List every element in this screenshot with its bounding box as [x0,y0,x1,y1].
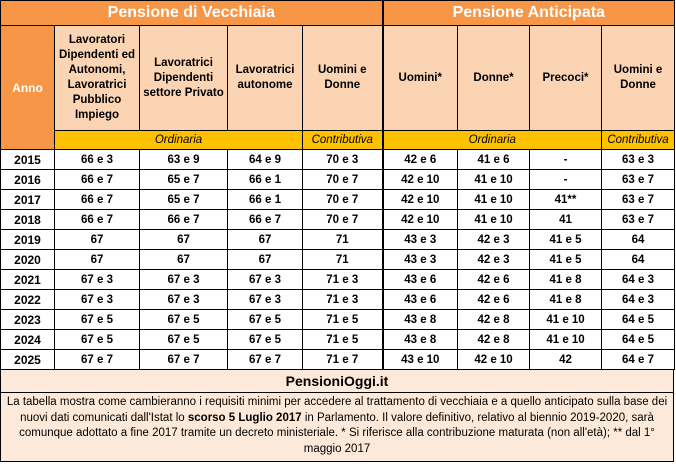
subheader-vecchiaia-ordinaria: Ordinaria [55,131,303,150]
year-cell: 2018 [1,210,55,230]
table-footer [0,370,674,462]
value-cell: 42 e 8 [458,310,530,330]
value-cell: 64 e 3 [602,270,675,290]
value-cell: 63 e 7 [602,190,675,210]
value-cell: 66 e 7 [228,210,303,230]
subheader-anticipata-ordinaria: Ordinaria [383,131,602,150]
year-cell: 2015 [1,150,55,170]
value-cell: 71 e 5 [303,330,383,350]
value-cell: 64 [602,250,675,270]
col-header-4: Uomini e Donne [303,26,383,131]
value-cell: 66 e 1 [228,170,303,190]
value-cell: 64 e 3 [602,290,675,310]
value-cell: 41 [530,210,602,230]
value-cell: 67 e 3 [228,290,303,310]
value-cell: 67 e 5 [140,330,228,350]
value-cell: 66 e 1 [228,190,303,210]
value-cell: 64 e 7 [602,350,675,370]
value-cell: 41 e 6 [458,150,530,170]
value-cell: 67 e 7 [55,350,140,370]
value-cell: 70 e 7 [303,210,383,230]
table-row [1,210,675,230]
value-cell: 66 e 7 [140,210,228,230]
value-cell: 42 e 6 [458,270,530,290]
value-cell: 67 [140,230,228,250]
section-vecchiaia: Pensione di Vecchiaia [1,1,383,26]
table-row [1,330,675,350]
value-cell: 70 e 3 [303,150,383,170]
table-row [1,350,675,370]
value-cell: 64 e 5 [602,330,675,350]
col-header-1: Lavoratori Dipendenti ed Autonomi, Lavoratrici Pubblico Impiego [55,26,140,131]
col-header-6: Donne* [458,26,530,131]
value-cell: 43 e 6 [383,270,458,290]
value-cell: 67 e 3 [55,290,140,310]
table-row [1,310,675,330]
value-cell: 41 e 5 [530,230,602,250]
note-text-2: in Parlamento. Il valore definitivo, relativo al biennio 2019-2020, sarà comunque adottato a fine 2017 tramite un decreto ministeriale. * Si riferisce alla contribuzione maturata (non all'età); ** dal 1° maggio 2017 [19,411,655,455]
value-cell: - [530,170,602,190]
value-cell: 63 e 9 [140,150,228,170]
year-cell: 2020 [1,250,55,270]
value-cell: 67 e 5 [140,310,228,330]
year-cell: 2019 [1,230,55,250]
value-cell: 71 [303,230,383,250]
table-row [1,250,675,270]
value-cell: 41 e 10 [458,210,530,230]
value-cell: 66 e 7 [55,190,140,210]
table-row [1,230,675,250]
subheader-vecchiaia-contributiva: Contributiva [303,131,383,150]
value-cell: 67 [228,250,303,270]
value-cell: 63 e 7 [602,170,675,190]
value-cell: 42 e 10 [458,350,530,370]
value-cell: 42 e 3 [458,250,530,270]
value-cell: 42 e 10 [383,190,458,210]
col-header-7: Precoci* [530,26,602,131]
value-cell: 67 e 5 [55,330,140,350]
value-cell: 66 e 7 [55,210,140,230]
subheader-anticipata-contributiva: Contributiva [602,131,675,150]
anno-header: Anno [1,26,55,150]
value-cell: 65 e 7 [140,190,228,210]
table-row [1,170,675,190]
value-cell: 41 e 8 [530,270,602,290]
value-cell: 41** [530,190,602,210]
footer-note [1,393,673,461]
col-header-2: Lavoratrici Dipendenti settore Privato [140,26,228,131]
col-header-5: Uomini* [383,26,458,131]
value-cell: 64 e 5 [602,310,675,330]
table-row [1,190,675,210]
value-cell: 66 e 3 [55,150,140,170]
value-cell: 70 e 7 [303,190,383,210]
note-date: scorso 5 Luglio 2017 [187,411,302,424]
value-cell: 71 [303,250,383,270]
value-cell: 41 e 10 [530,310,602,330]
value-cell: 43 e 6 [383,290,458,310]
value-cell: 67 [55,230,140,250]
year-cell: 2017 [1,190,55,210]
value-cell: 63 e 7 [602,210,675,230]
value-cell: 67 e 3 [55,270,140,290]
col-header-3: Lavoratrici autonome [228,26,303,131]
value-cell: 41 e 10 [458,170,530,190]
value-cell: 42 e 8 [458,330,530,350]
value-cell: 71 e 7 [303,350,383,370]
section-anticipata: Pensione Anticipata [383,1,675,26]
table-row [1,270,675,290]
brand-name: PensioniOggi.it [1,370,673,393]
value-cell: 41 e 5 [530,250,602,270]
value-cell: 43 e 10 [383,350,458,370]
value-cell: 63 e 3 [602,150,675,170]
col-header-8: Uomini e Donne [602,26,675,131]
value-cell: 67 e 7 [140,350,228,370]
value-cell: 41 e 10 [458,190,530,210]
value-cell: 64 [602,230,675,250]
value-cell: - [530,150,602,170]
value-cell: 65 e 7 [140,170,228,190]
value-cell: 42 e 10 [383,170,458,190]
year-cell: 2023 [1,310,55,330]
value-cell: 41 e 8 [530,290,602,310]
value-cell: 42 e 6 [383,150,458,170]
value-cell: 42 e 6 [458,290,530,310]
year-cell: 2022 [1,290,55,310]
value-cell: 71 e 5 [303,310,383,330]
value-cell: 67 e 5 [55,310,140,330]
value-cell: 67 e 5 [228,330,303,350]
value-cell: 67 e 5 [228,310,303,330]
table-row [1,150,675,170]
value-cell: 43 e 3 [383,250,458,270]
value-cell: 67 e 3 [228,270,303,290]
note-text-1: La tabella mostra come cambieranno i requisiti minimi per accedere al trattamento di vecchiaia e a quello anticipato sulla base dei nuovi dati comunicati dall'Istat lo [6,396,668,424]
value-cell: 67 [140,250,228,270]
value-cell: 43 e 8 [383,330,458,350]
value-cell: 42 e 3 [458,230,530,250]
value-cell: 67 [55,250,140,270]
table-row [1,290,675,310]
value-cell: 42 e 10 [383,210,458,230]
value-cell: 71 e 3 [303,270,383,290]
value-cell: 66 e 7 [55,170,140,190]
value-cell: 67 e 3 [140,270,228,290]
value-cell: 67 e 7 [228,350,303,370]
value-cell: 67 e 3 [140,290,228,310]
value-cell: 70 e 7 [303,170,383,190]
value-cell: 64 e 9 [228,150,303,170]
value-cell: 71 e 3 [303,290,383,310]
value-cell: 41 e 10 [530,330,602,350]
year-cell: 2024 [1,330,55,350]
year-cell: 2021 [1,270,55,290]
year-cell: 2025 [1,350,55,370]
value-cell: 42 [530,350,602,370]
value-cell: 43 e 3 [383,230,458,250]
year-cell: 2016 [1,170,55,190]
value-cell: 43 e 8 [383,310,458,330]
value-cell: 67 [228,230,303,250]
